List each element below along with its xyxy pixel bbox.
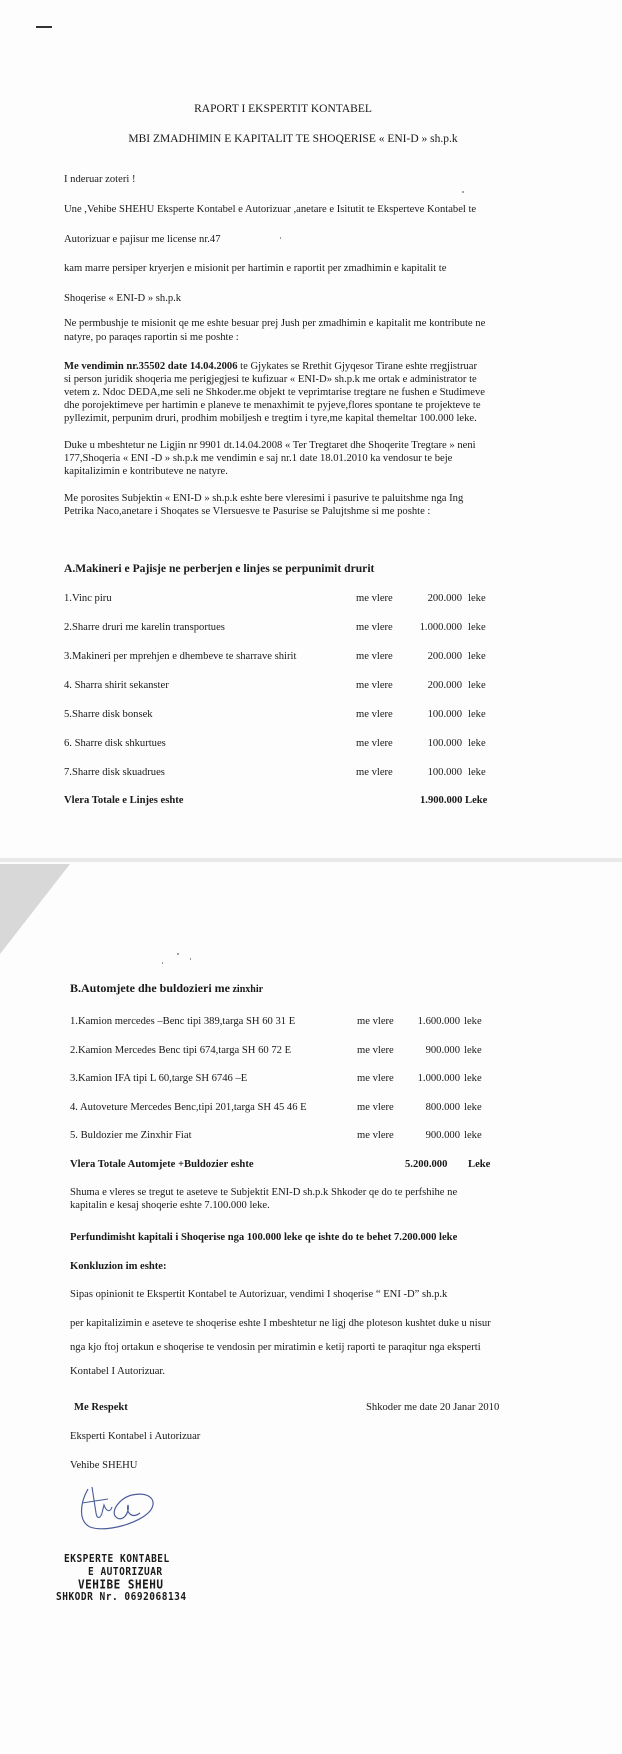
paragraph-line: si person juridik shoqeria me perigjegjesi te kufizuar « ENI-D» sh.p.k me ortak e administrator te: [64, 374, 477, 385]
total-b-unit: Leke: [468, 1159, 491, 1170]
asset-value: 1.600.000: [417, 1016, 460, 1027]
asset-value: 900.000: [425, 1130, 460, 1141]
asset-value: 100.000: [427, 767, 462, 778]
handwritten-signature: [70, 1483, 160, 1533]
value-label: me vlere: [356, 738, 393, 749]
value-label: me vlere: [357, 1130, 394, 1141]
paragraph-line: Me porosites Subjektin « ENI-D » sh.p.k eshte bere vleresimi i pasurive te paluitshme nga Ing: [64, 493, 464, 504]
asset-name: 3.Makineri per mprehjen e dhembeve te sharrave shirit: [64, 651, 297, 662]
value-unit: leke: [468, 738, 486, 749]
value-unit: leke: [468, 709, 486, 720]
paragraph-line: Petrika Naco,anetare i Shoqates se Vlersuesve te Pasurise se Palujtshme si me poshte :: [64, 506, 431, 517]
stamp-line: VEHIBE SHEHU: [78, 1577, 164, 1593]
asset-name: 4. Sharra shirit sekanster: [64, 680, 169, 691]
value-unit: leke: [464, 1073, 482, 1084]
asset-name: 2.Sharre druri me karelin transportues: [64, 622, 225, 633]
closing: Me Respekt: [74, 1402, 128, 1413]
paragraph-line: dhe porojektimeve per hartimin e planeve te menaxhimit te pyjeve,flores spontane te projekteve te: [64, 400, 481, 411]
value-label: me vlere: [356, 593, 393, 604]
total-a-label: Vlera Totale e Linjes eshte: [64, 795, 184, 806]
section-b-title: B.Automjete dhe buldozieri me zinxhir: [70, 981, 264, 995]
decision-reference: Me vendimin nr.35502 date 14.04.2006: [64, 361, 238, 372]
paragraph-line: Ne permbushje te misionit qe me eshte besuar prej Jush per zmadhimin e kapitalit me kontribute ne: [64, 318, 486, 329]
value-label: me vlere: [356, 767, 393, 778]
asset-name: 5. Buldozier me Zinxhir Fiat: [70, 1130, 192, 1141]
stamp-line: SHKODR Nr. 0692068134: [56, 1590, 187, 1604]
value-label: me vlere: [357, 1016, 394, 1027]
asset-value: 100.000: [427, 709, 462, 720]
page-mark: [36, 26, 52, 28]
asset-value: 100.000: [427, 738, 462, 749]
asset-value: 1.000.000: [419, 622, 462, 633]
signatory-title: Eksperti Kontabel i Autorizuar: [70, 1431, 201, 1442]
signatory-name: Vehibe SHEHU: [70, 1460, 138, 1471]
asset-name: 3.Kamion IFA tipi L 60,targe SH 6746 –E: [70, 1073, 248, 1084]
stamp-line: E AUTORIZUAR: [88, 1565, 163, 1579]
value-label: me vlere: [357, 1044, 394, 1056]
value-unit: leke: [468, 680, 486, 691]
value-label: me vlere: [356, 622, 393, 633]
conclusion-line: per kapitalizimin e aseteve te shoqerise eshte I mbeshtetur ne ligj dhe ploteson kushtet duke u nisur: [70, 1318, 491, 1329]
salutation: I nderuar zoteri !: [64, 174, 136, 185]
value-label: me vlere: [356, 651, 393, 662]
report-page-1: [0, 0, 622, 858]
final-capital: Perfundimisht kapitali i Shoqerise nga 100.000 leke qe ishte do te behet 7.200.000 leke: [70, 1232, 458, 1243]
conclusion-line: nga kjo ftoj ortakun e shoqerise te vendosin per miratimin e ketij raporti te paraqitur nga eksperti: [70, 1342, 481, 1353]
value-unit: leke: [464, 1044, 482, 1056]
stamp-line: EKSPERTE KONTABEL: [64, 1553, 170, 1566]
asset-name: 2.Kamion Mercedes Benc tipi 674,targa SH 60 72 E: [70, 1044, 292, 1056]
paragraph-line: 177,Shoqeria « ENI -D » sh.p.k me vendimin e saj nr.1 date 18.01.2010 ka vendosur te beje: [64, 453, 453, 464]
folded-corner: [0, 864, 70, 954]
total-a-value: 1.900.000 Leke: [420, 795, 488, 806]
asset-name: 4. Autoveture Mercedes Benc,tipi 201,targa SH 45 46 E: [70, 1101, 307, 1113]
conclusion-line: Sipas opinionit te Ekspertit Kontabel te Autorizuar, vendimi I shoqerise “ ENI -D” sh.p.k: [70, 1289, 448, 1300]
value-label: me vlere: [357, 1073, 394, 1084]
asset-name: 5.Sharre disk bonsek: [64, 709, 153, 720]
value-unit: leke: [468, 593, 486, 604]
intro-line: Une ,Vehibe SHEHU Eksperte Kontabel e Autorizuar ,anetare e Isitutit te Eksperteve Kontabel te: [64, 204, 477, 215]
value-unit: leke: [468, 622, 486, 633]
paragraph-line: natyre, po paraqes raportin si me poshte :: [64, 332, 239, 343]
conclusion-line: Kontabel I Autorizuar.: [70, 1366, 166, 1377]
asset-value: 900.000: [425, 1044, 460, 1056]
paragraph-line: vetem z. Ndoc DEDA,me seli ne Shkoder.me objekt te veprimtarise tregtare ne fushen e Studimeve: [64, 387, 485, 398]
value-unit: leke: [464, 1101, 482, 1113]
total-b-value: 5.200.000: [405, 1159, 448, 1170]
asset-name: 7.Sharre disk skuadrues: [64, 767, 165, 778]
intro-line: Shoqerise « ENI-D » sh.p.k: [64, 293, 182, 304]
paragraph-line: Shuma e vleres se tregut te aseteve te Subjektit ENI-D sh.p.k Shkoder qe do te perfshihe ne: [70, 1187, 458, 1198]
paragraph-line: pyllezimit, perpunim druri, prodhim mobiljesh e tregtim i tyre,me kapital themeltar 100.000 leke.: [64, 413, 477, 424]
value-unit: leke: [468, 767, 486, 778]
report-title-line2: MBI ZMADHIMIN E KAPITALIT TE SHOQERISE « ENI-D » sh.p.k: [128, 133, 458, 145]
value-unit: leke: [464, 1016, 482, 1027]
value-label: me vlere: [357, 1101, 394, 1113]
value-unit: leke: [468, 651, 486, 662]
asset-name: 1.Kamion mercedes –Benc tipi 389,targa SH 60 31 E: [70, 1016, 296, 1027]
value-label: me vlere: [356, 709, 393, 720]
asset-name: 1.Vinc piru: [64, 593, 112, 604]
asset-value: 200.000: [427, 651, 462, 662]
report-title-line1: RAPORT I EKSPERTIT KONTABEL: [194, 103, 372, 115]
section-a-title: A.Makineri e Pajisje ne perberjen e linjes se perpunimit drurit: [64, 562, 375, 575]
place-date: Shkoder me date 20 Janar 2010: [366, 1402, 500, 1413]
intro-line: Autorizuar e pajisur me license nr.47: [64, 234, 221, 245]
paragraph-line: kapitalin e kesaj shoqerie eshte 7.100.000 leke.: [70, 1200, 270, 1211]
conclusion-title: Konkluzion im eshte:: [70, 1261, 167, 1272]
value-label: me vlere: [356, 680, 393, 691]
total-b-label: Vlera Totale Automjete +Buldozier eshte: [70, 1159, 254, 1170]
paragraph-line: Me vendimin nr.35502 date 14.04.2006 te Gjykates se Rrethit Gjyqesor Tirane eshte rregjistruar: [64, 361, 478, 372]
paragraph-line: Duke u mbeshtetur ne Ligjin nr 9901 dt.14.04.2008 « Ter Tregtaret dhe Shoqerite Tregtare » neni: [64, 440, 476, 451]
asset-value: 200.000: [427, 593, 462, 604]
value-unit: leke: [464, 1130, 482, 1141]
asset-value: 800.000: [425, 1101, 460, 1113]
official-stamp: [56, 1553, 187, 1604]
asset-value: 1.000.000: [417, 1073, 460, 1084]
asset-name: 6. Sharre disk shkurtues: [64, 738, 166, 749]
paragraph-line: kapitalizimin e kontributeve ne natyre.: [64, 466, 228, 477]
asset-value: 200.000: [427, 680, 462, 691]
intro-line: kam marre persiper kryerjen e misionit per hartimin e raportit per zmadhimin e kapitalit te: [64, 263, 447, 274]
